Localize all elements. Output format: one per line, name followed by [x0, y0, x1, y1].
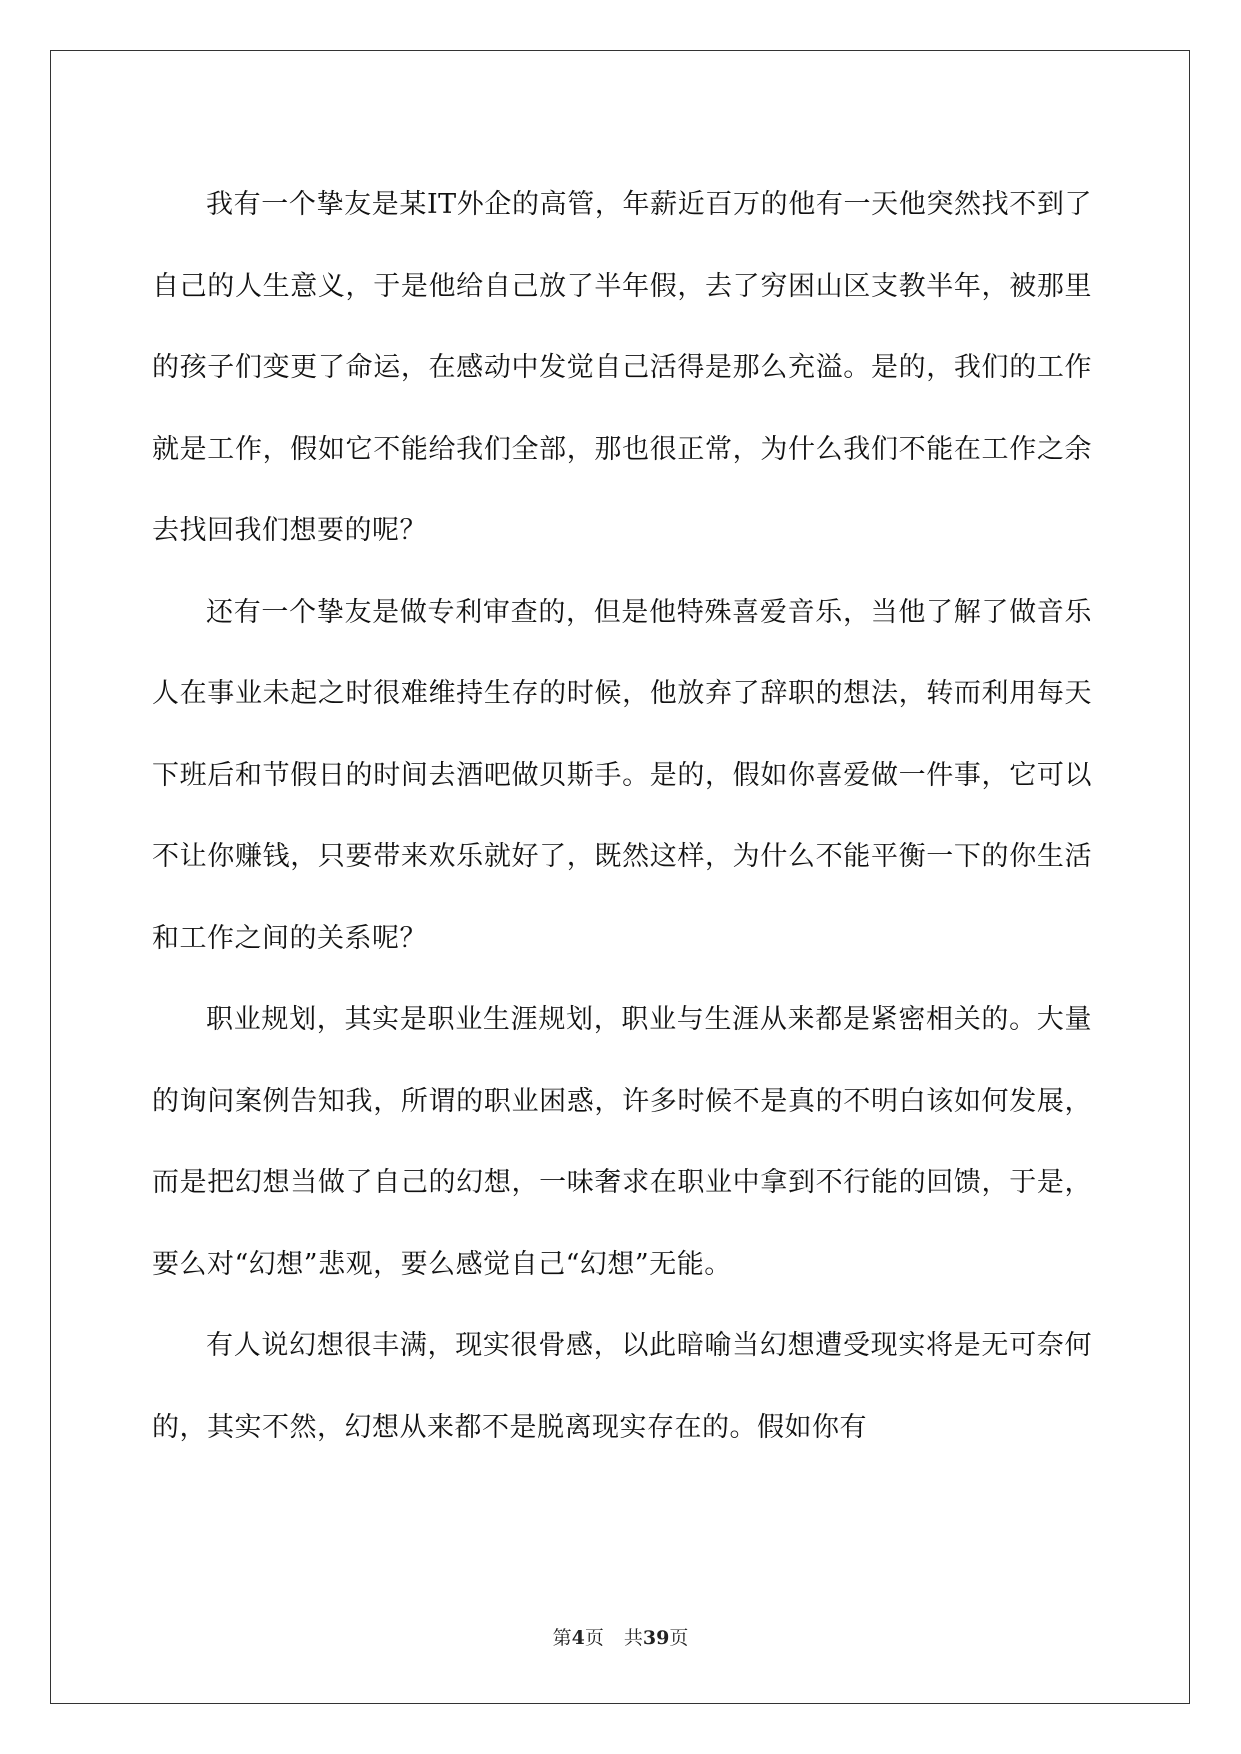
page-prefix: 第 [552, 1627, 572, 1649]
page-number: 4 [571, 1627, 585, 1649]
paragraph-3: 职业规划，其实是职业生涯规划，职业与生涯从来都是紧密相关的。大量的询问案例告知我，所谓的职业困惑，许多时候不是真的不明白该如何发展，而是把幻想当做了自己的幻想，一味奢求在职业中拿到不行能的回馈，于是，要么对“幻想”悲观，要么感觉自己“幻想”无能。 [152, 1004, 1092, 1280]
page-footer [0, 1623, 1241, 1650]
paragraph-1: 我有一个挚友是某IT外企的高管，年薪近百万的他有一天他突然找不到了自己的人生意义，于是他给自己放了半年假，去了穷困山区支教半年，被那里的孩子们变更了命运，在感动中发觉自己活得是那么充溢。是的，我们的工作就是工作，假如它不能给我们全部，那也很正常，为什么我们不能在工作之余去找回我们想要的呢？ [152, 189, 1092, 546]
page-suffix: 页 [584, 1627, 604, 1649]
total-prefix: 共 [623, 1627, 643, 1649]
total-suffix: 页 [669, 1627, 689, 1649]
total-pages: 39 [642, 1627, 670, 1649]
paragraph-2: 还有一个挚友是做专利审查的，但是他特殊喜爱音乐，当他了解了做音乐人在事业未起之时很难维持生存的时候，他放弃了辞职的想法，转而利用每天下班后和节假日的时间去酒吧做贝斯手。是的，假如你喜爱做一件事，它可以不让你赚钱，只要带来欢乐就好了，既然这样，为什么不能平衡一下的你生活和工作之间的关系呢？ [152, 596, 1092, 954]
paragraph-4: 有人说幻想很丰满，现实很骨感，以此暗喻当幻想遭受现实将是无可奈何的，其实不然，幻想从来都不是脱离现实存在的。假如你有 [152, 1330, 1092, 1443]
document-body [152, 164, 1092, 1468]
